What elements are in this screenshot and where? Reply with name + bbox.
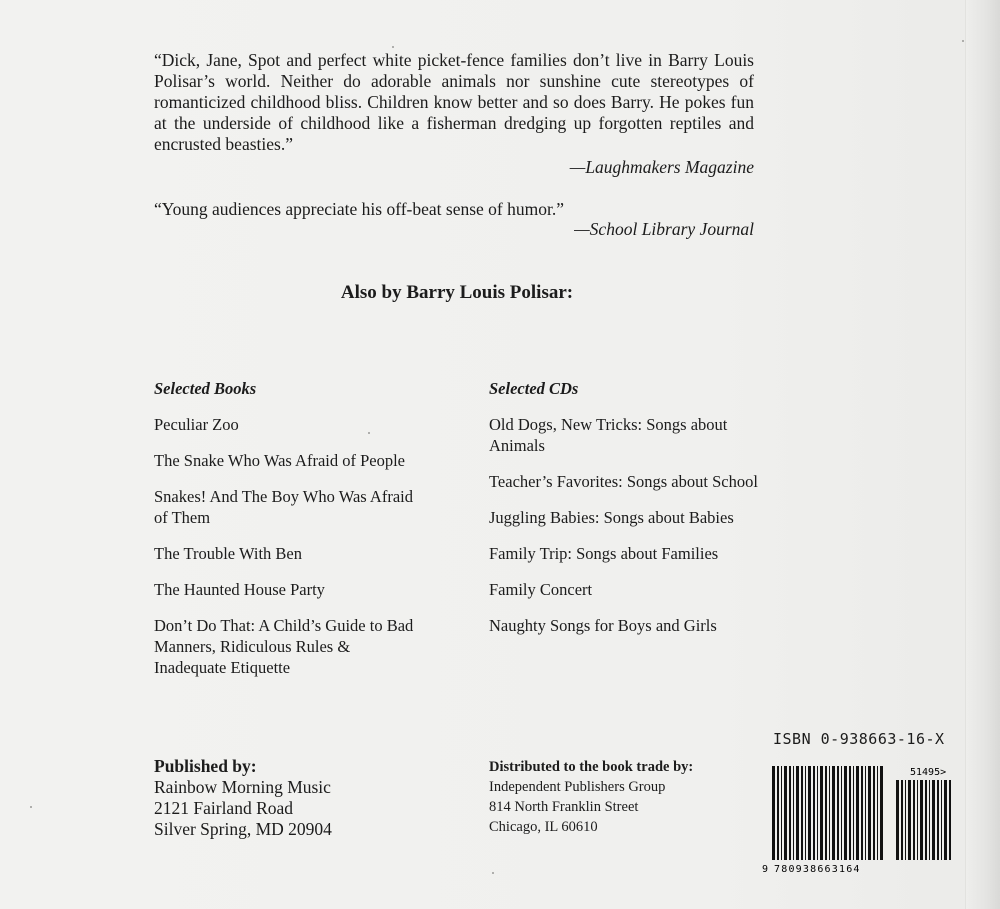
barcode-bar (905, 780, 906, 860)
cover-edge (965, 0, 1000, 909)
barcode-bars-addon (896, 780, 951, 860)
barcode-bar (873, 766, 875, 860)
publisher-block (154, 756, 332, 840)
barcode-bar (784, 766, 787, 860)
distributor-heading: Distributed to the book trade by: (489, 759, 694, 775)
barcode-bar (908, 780, 911, 860)
book-title: The Haunted House Party (154, 580, 325, 599)
selected-cds-heading: Selected CDs (489, 379, 579, 398)
barcode-bar (880, 766, 883, 860)
barcode-bar (861, 766, 863, 860)
cd-title: Teacher’s Favorites: Songs about School (489, 472, 758, 491)
barcode-bar (796, 766, 799, 860)
publisher-line: 2121 Fairland Road (154, 798, 294, 818)
publisher-line: Rainbow Morning Music (154, 777, 331, 797)
paper-speck (30, 806, 32, 808)
barcode-bar (920, 780, 923, 860)
isbn-barcode (762, 764, 954, 874)
barcode-bar (789, 766, 791, 860)
barcode-bar (856, 766, 859, 860)
barcode-bar (825, 766, 827, 860)
cd-title: Family Concert (489, 580, 593, 599)
book-title: The Trouble With Ben (154, 544, 302, 563)
paper-speck (962, 40, 964, 42)
barcode-bar (772, 766, 775, 860)
paper-speck (368, 432, 370, 434)
publisher-heading: Published by: (154, 756, 257, 776)
distributor-line: Chicago, IL 60610 (489, 819, 598, 835)
selected-books-heading: Selected Books (154, 379, 257, 398)
barcode-bar (865, 766, 866, 860)
barcode-bar (849, 766, 851, 860)
quote-attribution-laughmakers: —Laughmakers Magazine (569, 157, 754, 177)
barcode-bar (844, 766, 847, 860)
distributor-line: Independent Publishers Group (489, 779, 666, 795)
quote-attribution-school-library: —School Library Journal (574, 219, 754, 239)
barcode-bar (837, 766, 839, 860)
barcode-bar (925, 780, 927, 860)
barcode-bar (805, 766, 806, 860)
barcode-digit-prefix: 9 (762, 864, 769, 874)
distributor-line: 814 North Franklin Street (489, 799, 639, 815)
barcode-bar (913, 780, 915, 860)
barcode-bar (929, 780, 930, 860)
review-quote-laughmakers: “Dick, Jane, Spot and perfect white picket-fence families don’t live in Barry Louis Polisar’s world. Neither do adorable animals nor sunshine cute stereotypes of romanticized childhood bliss. Children know better and so does Barry. He pokes fun at the underside of childhood like a fisherman dredging up forgotten reptiles and encrusted beasties.” (154, 50, 754, 154)
publisher-line: Silver Spring, MD 20904 (154, 819, 332, 839)
barcode-bars-main (772, 766, 883, 860)
barcode-bar (868, 766, 871, 860)
barcode-bar (932, 780, 935, 860)
barcode-bar (793, 766, 794, 860)
barcode-bar (853, 766, 854, 860)
review-quote-school-library: “Young audiences appreciate his off-beat sense of humor.” (154, 199, 564, 219)
barcode-bar (877, 766, 878, 860)
paper-speck (492, 872, 494, 874)
cd-title: Family Trip: Songs about Families (489, 544, 719, 563)
selected-cds-list (489, 378, 759, 651)
barcode-bar (817, 766, 818, 860)
distributor-block (489, 757, 693, 837)
barcode-bar (901, 780, 903, 860)
cd-title: Naughty Songs for Boys and Girls (489, 616, 717, 635)
selected-books-list (154, 378, 414, 693)
barcode-price-code: 51495> (910, 767, 947, 778)
barcode-bar (813, 766, 815, 860)
barcode-bar (949, 780, 951, 860)
cd-title: Old Dogs, New Tricks: Songs about Animals (489, 415, 728, 455)
barcode-bar (937, 780, 939, 860)
also-by-heading: Also by Barry Louis Polisar: (340, 282, 574, 303)
book-title: Snakes! And The Boy Who Was Afraid of Them (154, 487, 413, 527)
isbn-label: ISBN 0-938663-16-X (773, 730, 945, 748)
barcode-bar (801, 766, 803, 860)
book-title: The Snake Who Was Afraid of People (154, 451, 406, 470)
barcode-bar (808, 766, 811, 860)
barcode-bar (841, 766, 842, 860)
barcode-bar (829, 766, 830, 860)
barcode-bar (781, 766, 782, 860)
book-title: Peculiar Zoo (154, 415, 239, 434)
cd-title: Juggling Babies: Songs about Babies (489, 508, 734, 527)
barcode-bar (944, 780, 947, 860)
barcode-bar (896, 780, 899, 860)
barcode-bar (777, 766, 779, 860)
barcode-bar (941, 780, 942, 860)
barcode-digits: 780938663164 (774, 864, 861, 874)
barcode-bar (917, 780, 918, 860)
book-title: Don’t Do That: A Child’s Guide to Bad Manners, Ridiculous Rules & Inadequate Etiquette (154, 616, 414, 677)
paper-speck (392, 46, 394, 48)
barcode-bar (832, 766, 835, 860)
barcode-bar (820, 766, 823, 860)
